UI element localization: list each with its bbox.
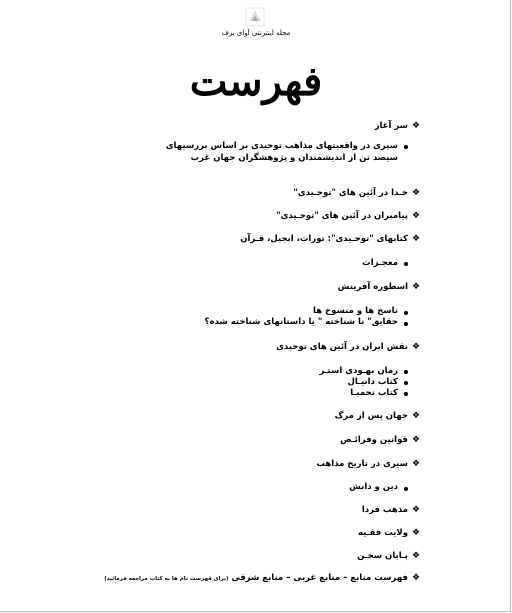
toc-item-creation-myth: اسطوره آفرینش: [337, 282, 408, 292]
bullet-icon: [404, 322, 408, 326]
diamond-bullet-icon: ❖: [412, 411, 421, 421]
magazine-name: مجله اینترنتی آوای برف: [221, 29, 291, 37]
bullet-icon: [404, 487, 408, 491]
bullet-icon: [404, 370, 408, 374]
page-title: فهرست: [189, 58, 323, 105]
diamond-bullet-icon: ❖: [412, 573, 421, 583]
diamond-bullet-icon: ❖: [412, 551, 421, 561]
diamond-bullet-icon: ❖: [412, 121, 421, 131]
toc-item-conclusion: پـایان سخـن: [357, 551, 408, 561]
diamond-bullet-icon: ❖: [412, 459, 421, 469]
toc-item-references: [104, 573, 408, 583]
toc-subitem-abrogation: ناسخ ها و منسوخ ها: [313, 306, 398, 316]
bullet-icon: [404, 381, 408, 385]
diamond-bullet-icon: ❖: [412, 234, 421, 244]
diamond-bullet-icon: ❖: [412, 342, 421, 352]
toc-item-intro: سر آغاز: [374, 121, 408, 131]
bullet-icon: [404, 392, 408, 396]
toc-item-prophets: پیامبران در آئین های "توحـیدی": [276, 211, 408, 221]
bullet-icon: [404, 311, 408, 315]
toc-item-future-religion: مذهب فردا: [361, 505, 408, 515]
magazine-logo: [244, 6, 266, 28]
toc-item-velayat: ولایت فقـیه: [358, 528, 408, 538]
diamond-bullet-icon: ❖: [412, 188, 421, 198]
references-note: (برای فهرست تام ها به کتاب مراجعه فرمائید): [104, 576, 229, 582]
toc-subitem-facts: حقایق" نا شناخته " یا داستانهای شناخته شده؟: [204, 317, 398, 327]
bullet-icon: [404, 262, 408, 266]
diamond-bullet-icon: ❖: [412, 211, 421, 221]
diamond-bullet-icon: ❖: [412, 505, 421, 515]
toc-subitem-miracles: معجـزات: [362, 258, 398, 268]
bullet-icon: [404, 145, 408, 149]
toc-subitem-esther: رمان بهـودی استـر: [319, 366, 398, 376]
toc-subitem: سیری در واقعیتهای مذاهب توحیدی بر اساس بررسیهای: [165, 141, 398, 151]
toc-subitem-daniel: کتاب دانیـال: [347, 377, 398, 387]
toc-item-iran-role: نقش ایران در آئین های توحیدی: [276, 342, 408, 352]
toc-item-god: خـدا در آئین های "توحـیدی": [293, 188, 408, 198]
diamond-bullet-icon: ❖: [412, 282, 421, 292]
toc-item-history: سیری در تاریخ مذاهب: [316, 459, 408, 469]
toc-subitem-nehemiah: کتاب نحمیـا: [350, 388, 398, 398]
diamond-bullet-icon: ❖: [412, 528, 421, 538]
diamond-bullet-icon: ❖: [412, 435, 421, 445]
toc-item-afterlife: جهان پس از مرگ: [334, 411, 408, 421]
toc-subitem-religion-science: دین و دانش: [349, 482, 398, 492]
toc-subitem-continued: سیصد تن از اندیشمندان و پژوهشگران جهان غرب: [190, 153, 398, 163]
toc-item-books: کتابهای "توحـیدی": تورات، انجیل، قـرآن: [240, 234, 408, 244]
toc-item-laws: قوانین وفرائـض: [340, 435, 408, 445]
references-label: فهرست منابع – منابع غربی – منابع شرقی: [231, 573, 408, 583]
